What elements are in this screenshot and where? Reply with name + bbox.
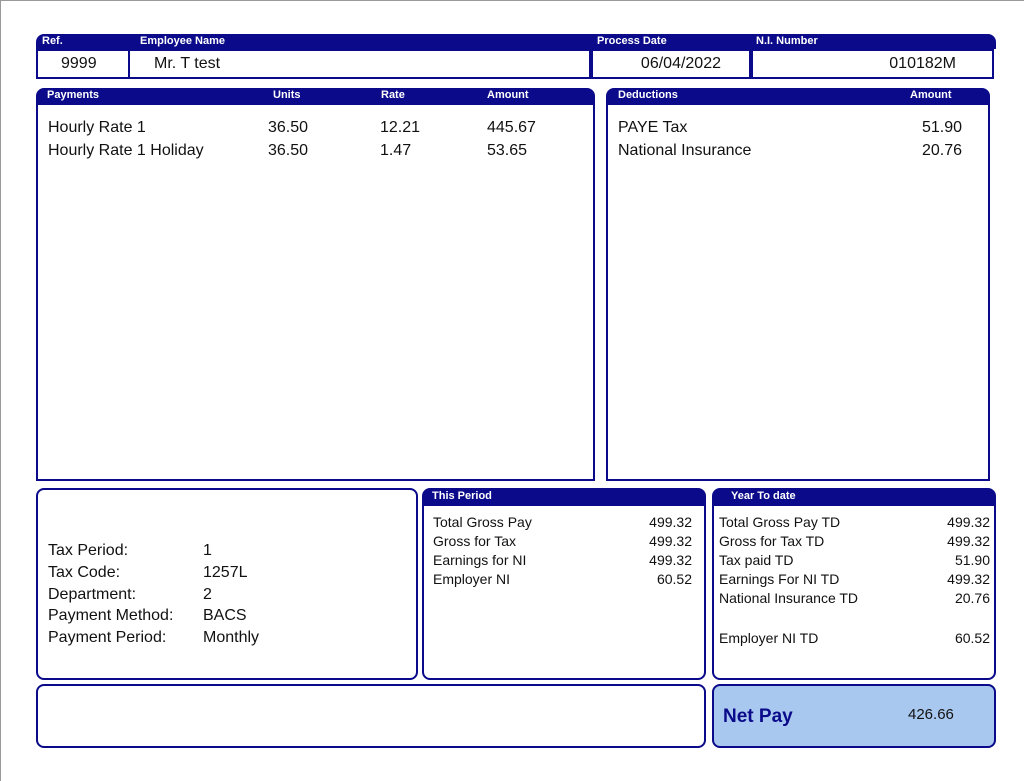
payment-description: Hourly Rate 1 (48, 119, 146, 136)
this-period-label: Gross for Tax (433, 533, 516, 549)
net-pay-value: 426.66 (908, 706, 954, 723)
ytd-label: National Insurance TD (719, 590, 859, 606)
payments-box (36, 103, 595, 481)
ytd-value: 499.32 (947, 533, 990, 549)
this-period-value: 60.52 (656, 571, 692, 587)
net-pay-box (712, 684, 996, 748)
this-period-value: 499.32 (649, 533, 692, 549)
employee-info-box (36, 488, 418, 680)
payments-title: Payments (47, 89, 99, 101)
info-value: 2 (203, 586, 212, 603)
deductions-amount-header: Amount (910, 89, 952, 101)
this-period-label: Employer NI (433, 571, 511, 587)
payments-header (36, 88, 595, 103)
payment-units: 36.50 (268, 142, 309, 159)
payment-rate: 12.21 (380, 119, 421, 136)
deductions-header (606, 88, 990, 103)
deduction-amount: 20.76 (921, 142, 962, 159)
this-period-value: 499.32 (649, 514, 692, 530)
deductions-box (606, 103, 990, 481)
ni-number-label: N.I. Number (756, 35, 818, 47)
info-value: 1 (203, 542, 212, 559)
process-date-field (591, 49, 751, 79)
ytd-value: 499.32 (947, 514, 990, 530)
this-period-box (422, 504, 706, 680)
employee-name-label: Employee Name (140, 35, 225, 47)
info-value: 1257L (203, 564, 248, 581)
payments-units-header: Units (273, 89, 301, 101)
this-period-title: This Period (432, 490, 492, 502)
ytd-label: Tax paid TD (719, 552, 794, 568)
process-date-value: 06/04/2022 (640, 55, 721, 72)
payments-amount-header: Amount (487, 89, 529, 101)
message-box (36, 684, 706, 748)
info-value: BACS (203, 607, 247, 624)
net-pay-label: Net Pay (723, 706, 793, 727)
ref-label: Ref. (42, 35, 63, 47)
this-period-value: 499.32 (649, 552, 692, 568)
info-label: Tax Code: (48, 564, 121, 581)
process-date-label: Process Date (597, 35, 667, 47)
header-bar (36, 34, 996, 49)
info-label: Department: (48, 586, 137, 603)
ytd-box (712, 504, 996, 680)
payment-units: 36.50 (268, 119, 309, 136)
ni-number-field (751, 49, 994, 79)
info-label: Payment Period: (48, 629, 167, 646)
payment-rate: 1.47 (380, 142, 412, 159)
info-value: Monthly (203, 629, 260, 646)
payment-amount: 445.67 (487, 119, 536, 136)
deduction-description: PAYE Tax (618, 119, 688, 136)
deductions-title: Deductions (618, 89, 678, 101)
this-period-label: Total Gross Pay (433, 514, 532, 530)
deduction-description: National Insurance (618, 142, 752, 159)
ytd-employer-ni-value: 60.52 (954, 630, 990, 646)
ytd-value: 499.32 (947, 571, 990, 587)
ytd-employer-ni-label: Employer NI TD (719, 630, 819, 646)
info-label: Payment Method: (48, 607, 174, 624)
this-period-label: Earnings for NI (433, 552, 527, 568)
ytd-label: Total Gross Pay TD (719, 514, 841, 530)
employee-name-value: Mr. T test (154, 55, 221, 72)
payment-amount: 53.65 (487, 142, 528, 159)
ytd-value: 20.76 (954, 590, 990, 606)
ytd-label: Gross for Tax TD (719, 533, 825, 549)
payments-rate-header: Rate (381, 89, 405, 101)
ni-number-value: 010182M (889, 55, 956, 72)
info-label: Tax Period: (48, 542, 129, 559)
deduction-amount: 51.90 (921, 119, 962, 136)
this-period-header (422, 488, 706, 505)
payment-description: Hourly Rate 1 Holiday (48, 142, 204, 159)
employee-name-field (128, 49, 591, 79)
ytd-header (712, 488, 996, 505)
ytd-value: 51.90 (954, 552, 990, 568)
ytd-title: Year To date (731, 490, 796, 502)
ref-field (36, 49, 130, 79)
ytd-label: Earnings For NI TD (719, 571, 840, 587)
ref-value: 9999 (61, 55, 97, 72)
